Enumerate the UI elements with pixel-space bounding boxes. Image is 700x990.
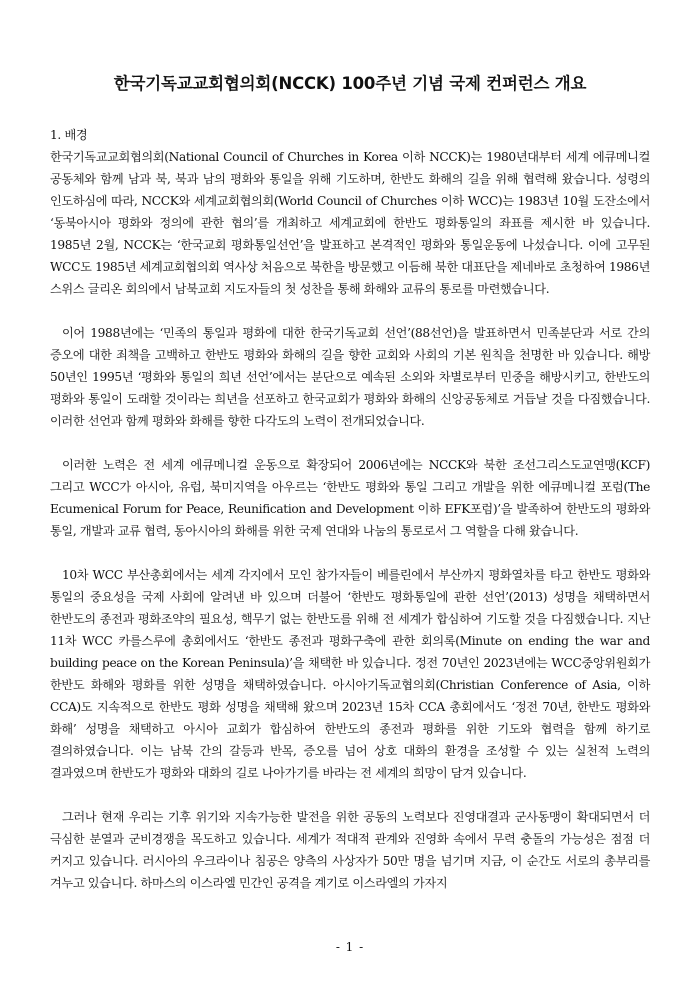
paragraph: 그러나 현재 우리는 기후 위기와 지속가능한 발전을 위한 공동의 노력보다 진영대결과 군사동맹이 확대되면서 더 극심한 분열과 군비경쟁을 목도하고 있습니다. 세계가 적대적 관계와 진영화 속에서 무력 충돌의 가능성은 점점 더 커지고 있습니다. 러시아의 우크라이나 침공은 양측의 사상자가 50만 명을 넘기며 지금, 이 순간도 서로의 총부리를 겨누고 있습니다. 하마스의 이스라엘 민간인 공격을 계기로 이스라엘의 가자지: [50, 810, 650, 890]
paragraph-spacer: [50, 784, 650, 806]
paragraph: 이러한 노력은 전 세계 에큐메니컬 운동으로 확장되어 2006년에는 NCCK와 북한 조선그리스도교연맹(KCF) 그리고 WCC가 아시아, 유럽, 북미지역을 아우르는 ‘한반도 평화와 통일 그리고 개발을 위한 에큐메니컬 포럼(The Ecumenical Forum for Peace, Reunification and Development 이하 EFK포럼)’을 발족하여 한반도의 평화와 통일, 개발과 교류 협력, 동아시아의 화해를 위한 국제 연대와 나눔의 통로로서 그 역할을 다해 왔습니다.: [50, 458, 650, 538]
paragraph-spacer: [50, 542, 650, 564]
paragraph: 10차 WCC 부산총회에서는 세계 각지에서 모인 참가자들이 베를린에서 부산까지 평화열차를 타고 한반도 평화와 통일의 중요성을 국제 사회에 알려낸 바 있으며 더불어 ‘한반도 평화통일에 관한 선언’(2013) 성명을 채택하면서 한반도의 종전과 평화조약의 필요성, 핵무기 없는 한반도를 위해 전 세계가 합심하여 기도할 것을 다짐했습니다. 지난 11차 WCC 카를스루에 총회에서도 ‘한반도 종전과 평화구축에 관한 회의록(Minute on ending the war and building peace on the Korean Peninsula)’을 채택한 바 있습니다. 정전 70년인 2023년에는 WCC중앙위원회가 한반도 화해와 평화를 위한 성명을 채택하였습니다. 아시아기독교협의회(Christian Conference of Asia, 이하 CCA)도 지속적으로 한반도 평화 성명을 채택해 왔으며 2023년 15차 CCA 총회에서도 ‘정전 70년, 한반도 평화와 화해’ 성명을 채택하고 아시아 교회가 합심하여 한반도의 종전과 평화를 위한 기도와 협력을 함께 하기로 결의하였습니다. 이는 남북 간의 갈등과 반목, 증오를 넘어 상호 대화의 환경을 조성할 수 있는 실천적 노력의 결과였으며 한반도가 평화와 대화의 길로 나아가기를 바라는 전 세계의 희망이 담겨 있습니다.: [50, 568, 650, 780]
paragraph: 한국기독교교회협의회(National Council of Churches in Korea 이하 NCCK)는 1980년대부터 세계 에큐메니컬 공동체와 함께 남과 북, 북과 남의 평화와 통일을 위해 기도하며, 한반도 화해의 길을 위해 협력해 왔습니다. 성령의 인도하심에 따라, NCCK와 세계교회협의회(World Council of Churches 이하 WCC)는 1983년 10월 도잔소에서 ‘동북아시아 평화와 정의에 관한 협의’를 개최하고 세계교회에 한반도 평화통일의 좌표를 제시한 바 있습니다. 1985년 2월, NCCK는 ‘한국교회 평화통일선언’을 발표하고 본격적인 평화와 통일운동에 나섰습니다. 이에 고무된 WCC도 1985년 세계교회협의회 역사상 처음으로 북한을 방문했고 이듬해 북한 대표단을 제네바로 초청하여 1986년 스위스 글리온 회의에서 남북교회 지도자들의 첫 성찬을 통해 화해와 교류의 통로를 마련했습니다.: [50, 150, 650, 296]
page-number: - 1 -: [335, 940, 365, 954]
paragraph-spacer: [50, 300, 650, 322]
paragraph-spacer: [50, 432, 650, 454]
document-title: 한국기독교교회협의회(NCCK) 100주년 기념 국제 컨퍼런스 개요: [113, 74, 587, 93]
paragraph: 이어 1988년에는 ‘민족의 통일과 평화에 대한 한국기독교회 선언’(88선언)을 발표하면서 민족분단과 서로 간의 증오에 대한 죄책을 고백하고 한반도 평화와 화해의 길을 향한 교회와 사회의 기본 원칙을 천명한 바 있습니다. 해방 50년인 1995년 ‘평화와 통일의 희년 선언’에서는 분단으로 예속된 소외와 차별로부터 민중을 해방시키고, 한반도의 평화와 통일이 도래할 것이라는 희년을 선포하고 한국교회가 평화와 화해의 신앙공동체로 거듭날 것을 다짐했습니다. 이러한 선언과 함께 평화와 화해를 향한 다각도의 노력이 전개되었습니다.: [50, 326, 650, 428]
section-heading: 1. 배경: [50, 128, 88, 142]
document-body: [50, 124, 650, 894]
